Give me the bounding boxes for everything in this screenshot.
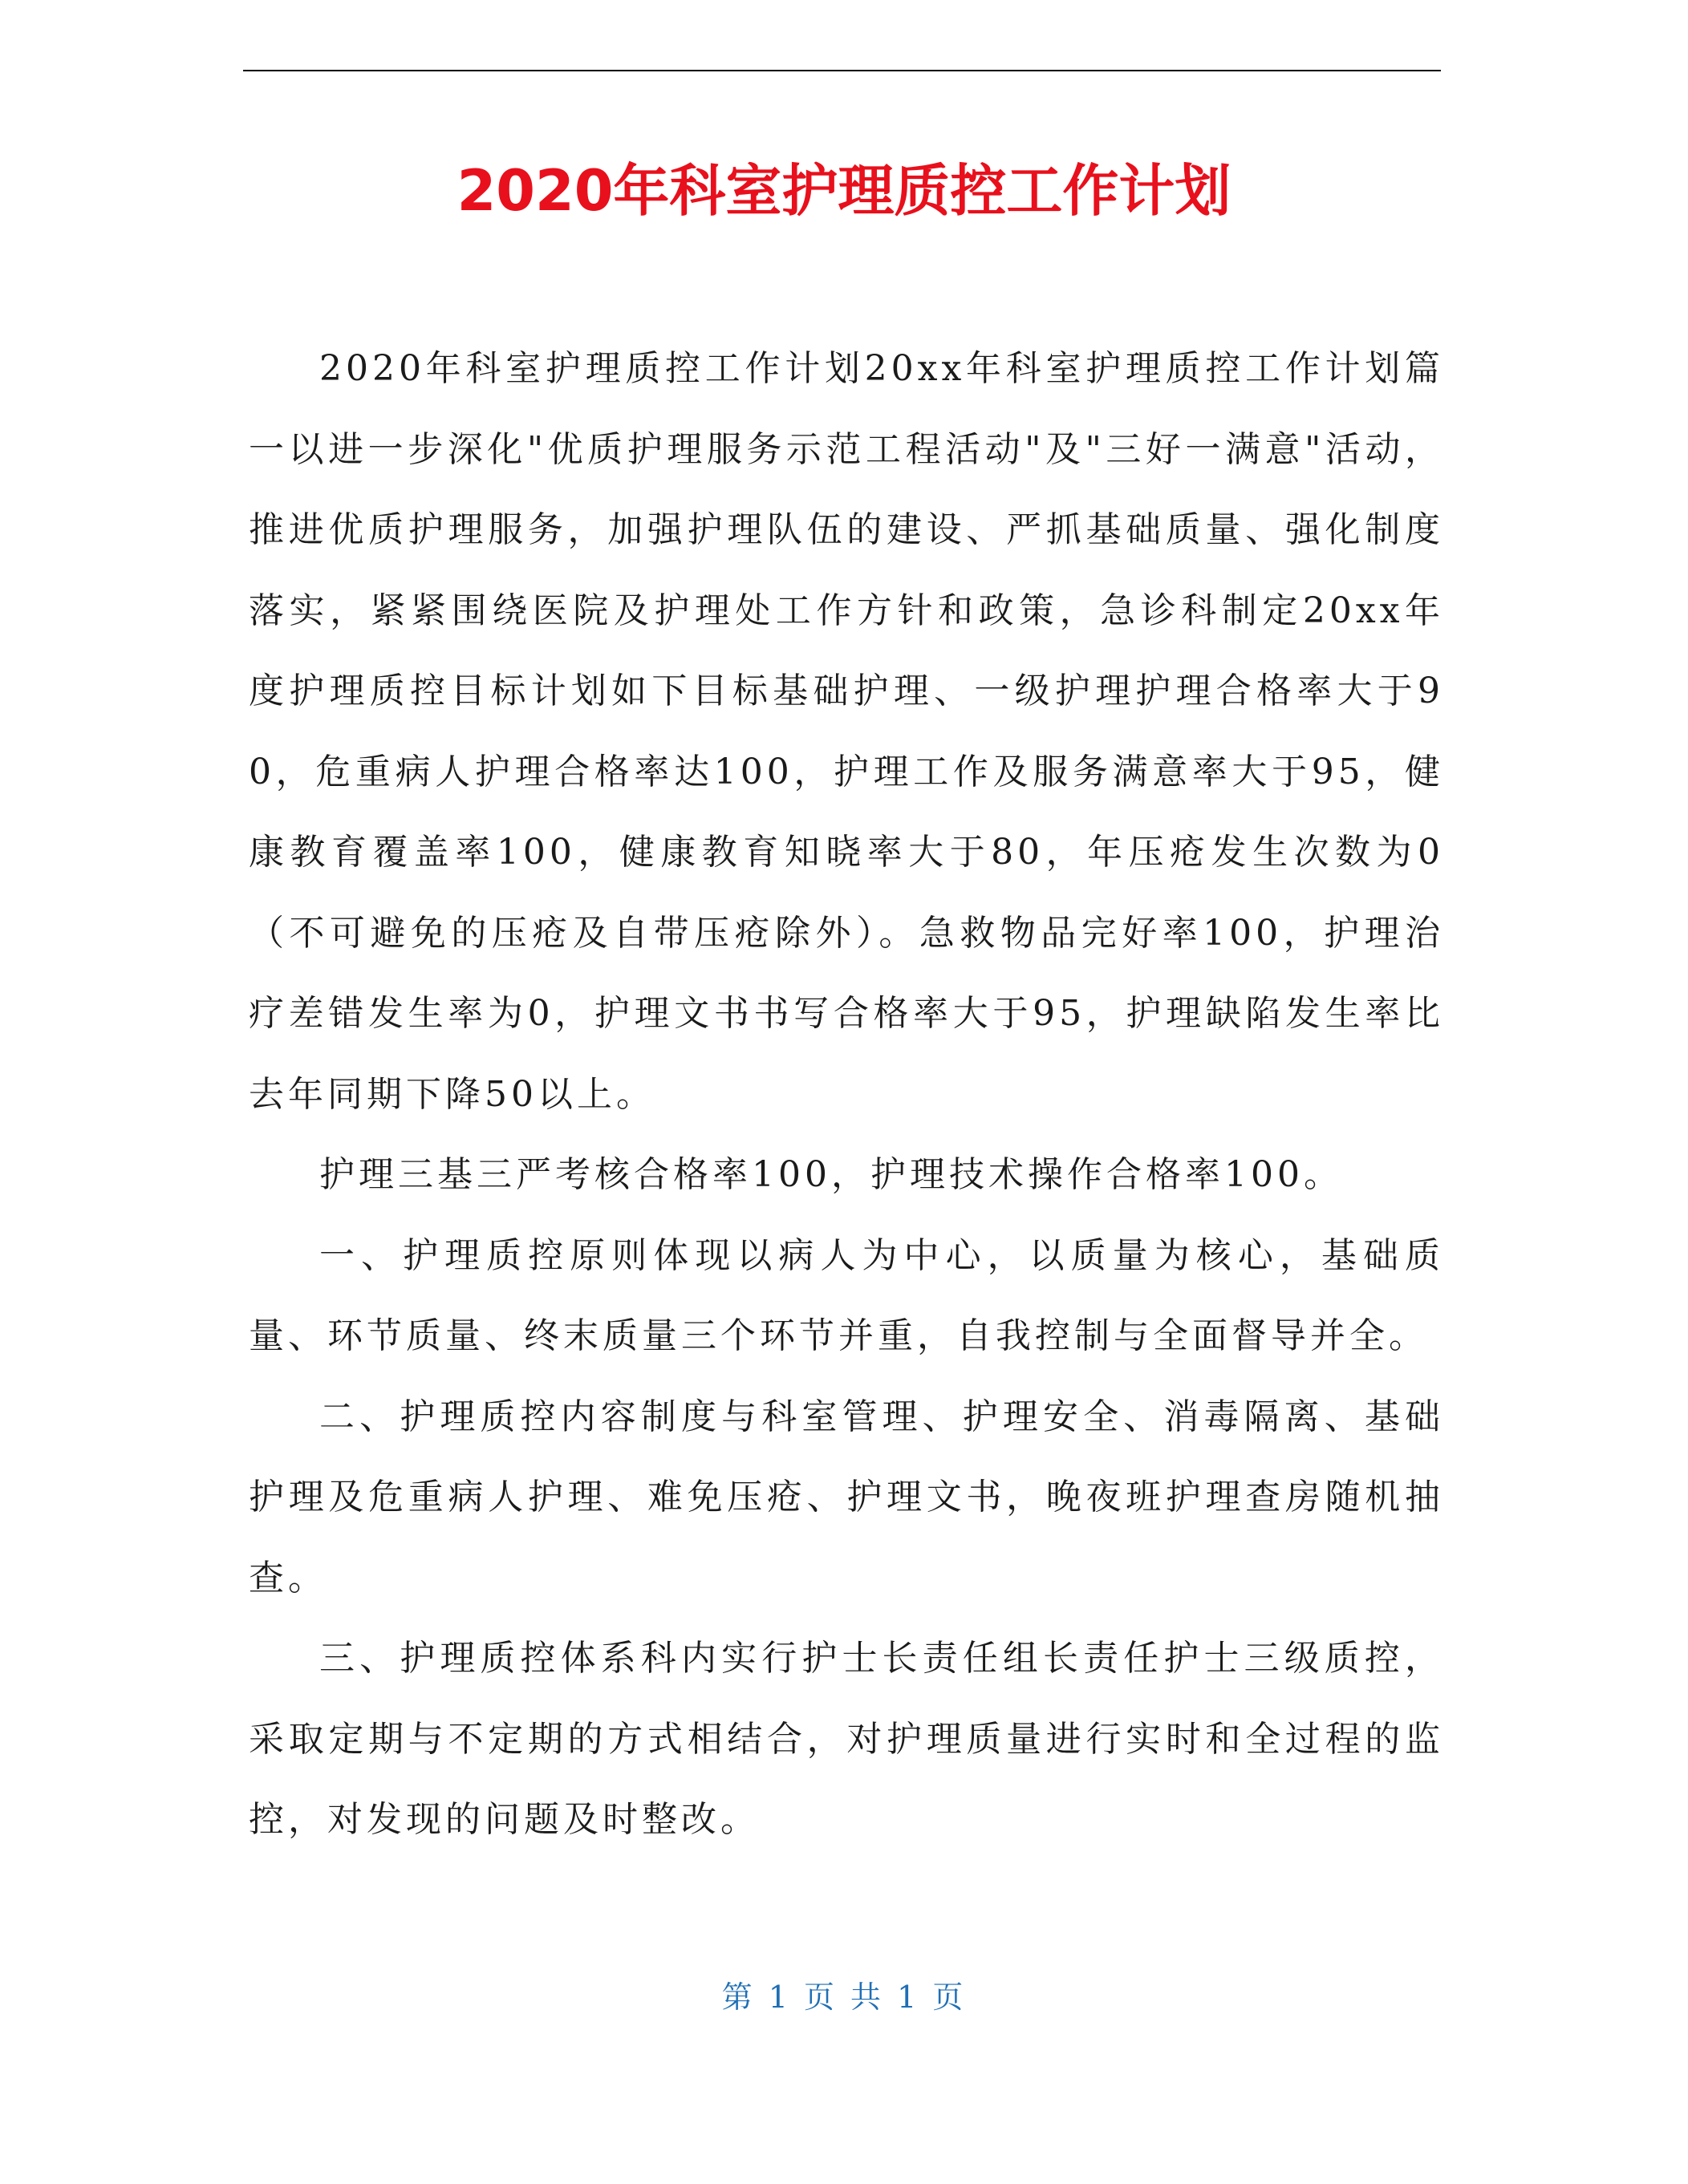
- paragraph-system: 三、护理质控体系科内实行护士长责任组长责任护士三级质控，采取定期与不定期的方式相结合，对护理质量进行实时和全过程的监控，对发现的问题及时整改。: [249, 1638, 1444, 1840]
- page-number-label: 第 1 页 共 1 页: [721, 1979, 967, 2015]
- paragraph-content: 二、护理质控内容制度与科室管理、护理安全、消毒隔离、基础护理及危重病人护理、难免压疮、护理文书，晚夜班护理查房随机抽查。: [249, 1396, 1444, 1598]
- header-rule: [243, 70, 1441, 71]
- paragraph-intro: 2020年科室护理质控工作计划20xx年科室护理质控工作计划篇一以进一步深化"优质护理服务示范工程活动"及"三好一满意"活动，推进优质护理服务，加强护理队伍的建设、严抓基础质量、强化制度落实，紧紧围绕医院及护理处工作方针和政策，急诊科制定20xx年度护理质控目标计划如下目标基础护理、一级护理护理合格率大于90，危重病人护理合格率达100，护理工作及服务满意率大于95，健康教育覆盖率100，健康教育知晓率大于80，年压疮发生次数为0（不可避免的压疮及自带压疮除外）。急救物品完好率100，护理治疗差错发生率为0，护理文书书写合格率大于95，护理缺陷发生率比去年同期下降50以上。: [249, 348, 1444, 1115]
- page-footer: [0, 1973, 1688, 2021]
- document-body: [249, 329, 1444, 1861]
- document-title: 2020年科室护理质控工作计划: [456, 158, 1232, 224]
- paragraph-assessment: 护理三基三严考核合格率100，护理技术操作合格率100。: [319, 1154, 1343, 1195]
- paragraph-principle: 一、护理质控原则体现以病人为中心，以质量为核心，基础质量、环节质量、终末质量三个环节并重，自我控制与全面督导并全。: [249, 1234, 1444, 1356]
